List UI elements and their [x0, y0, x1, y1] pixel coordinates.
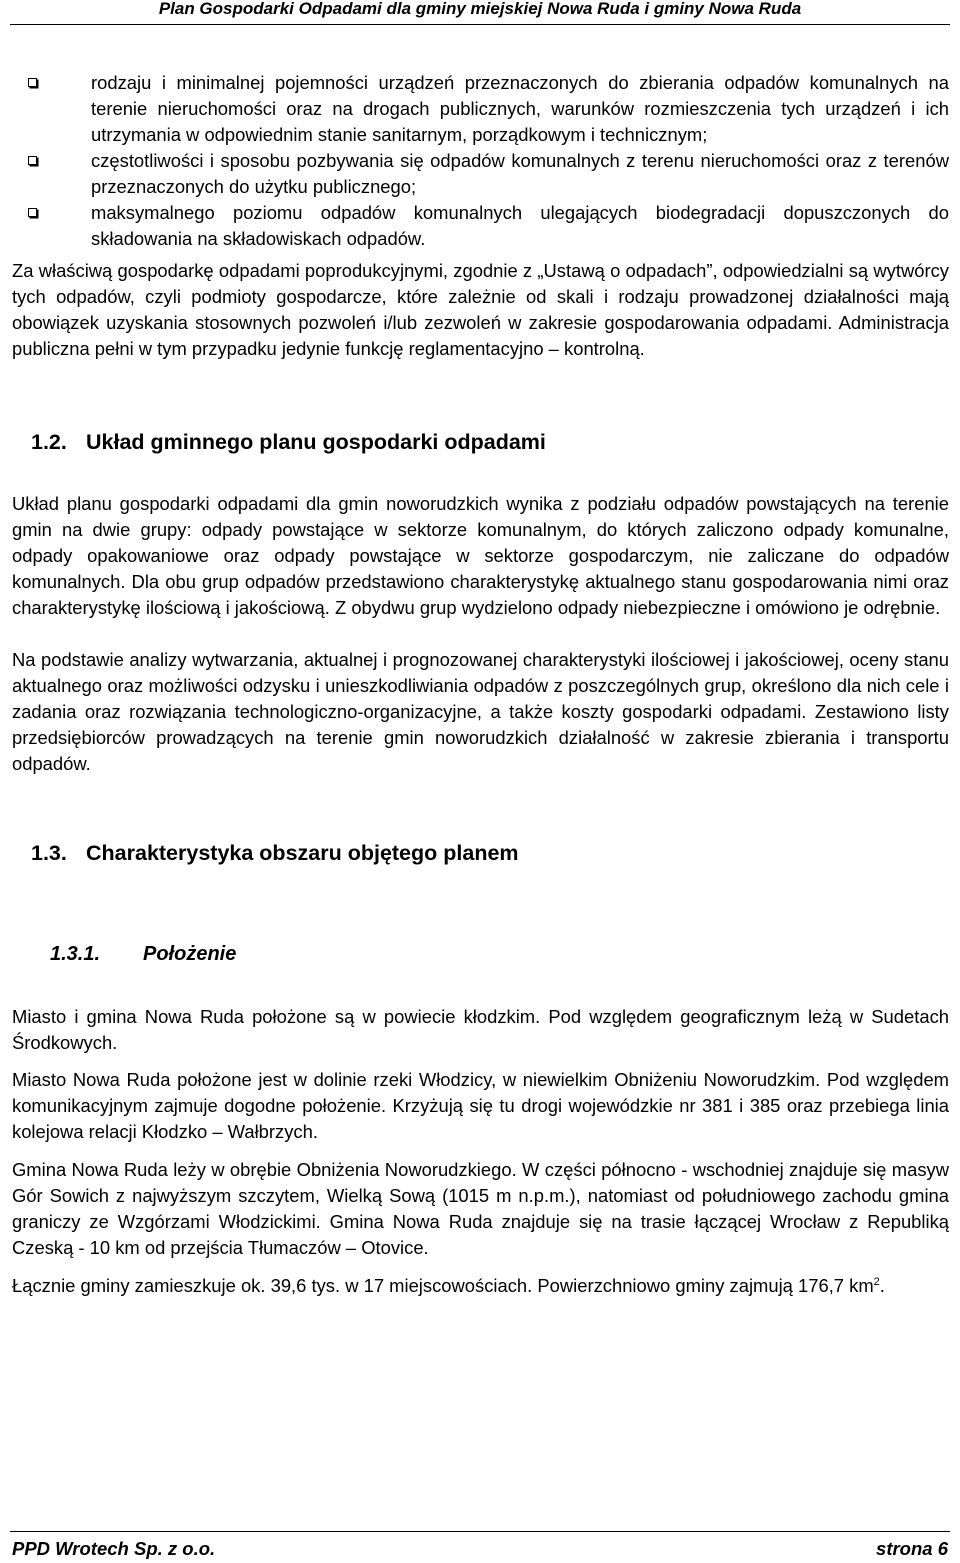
- paragraph-population: Łącznie gminy zamieszkuje ok. 39,6 tys. w 17 miejscowościach. Powierzchniowo gminy zajmują 176,7 $km^2$.: [12, 1275, 885, 1296]
- header-title: Plan Gospodarki Odpadami dla gminy miejskiej Nowa Ruda i gminy Nowa Ruda: [158, 0, 802, 18]
- section-title: Układ gminnego planu gospodarki odpadami: [86, 430, 546, 454]
- footer-page-number: strona 6: [876, 1538, 948, 1559]
- subsection-heading-1-3-1: [12, 941, 949, 967]
- checkbox-bullet-icon: [28, 156, 37, 165]
- paragraph: Na podstawie analizy wytwarzania, aktualnej i prognozowanej charakterystyki ilościowej i jakościowej, oceny stanu aktualnego oraz możliwości odzysku i unieszkodliwiania odpadów z poszczególnych grup, określono dla nich cele i zadania oraz rozwiązania technologiczno-organizacyjne, a także koszty gospodarki odpadami. Zestawiono listy przedsiębiorców prowadzących na terenie gmin noworudzkich działalność w zakresie zbierania i transportu odpadów.: [12, 649, 949, 774]
- checkbox-bullet-icon: [28, 78, 37, 87]
- subsection-title: Położenie: [143, 943, 237, 965]
- section-number: 1.3.: [31, 841, 67, 865]
- paragraph: Gmina Nowa Ruda leży w obrębie Obniżenia Noworudzkiego. W części północno - wschodniej znajduje się masyw Gór Sowich z najwyższym szczytem, Wielką Sową (1015 m n.p.m.), natomiast od południowego zachodu gmina graniczy ze Wzgórzami Włodzickimi. Gmina Nowa Ruda znajduje się na trasie łączącej Wrocław z Republiką Czeską - 10 km od przejścia Tłumaczów – Otovice.: [12, 1159, 949, 1258]
- section-heading-1-2: [12, 429, 949, 455]
- document-body: [12, 70, 949, 1299]
- page-header: [10, 0, 950, 25]
- list-item: częstotliwości i sposobu pozbywania się odpadów komunalnych z terenu nieruchomości oraz z terenów przeznaczonych do użytku publicznego;: [12, 148, 949, 200]
- checkbox-bullet-icon: [28, 208, 37, 217]
- list-item: maksymalnego poziomu odpadów komunalnych ulegających biodegradacji dopuszczonych do składowania na składowiskach odpadów.: [12, 200, 949, 252]
- footer-company: PPD Wrotech Sp. z o.o.: [12, 1538, 216, 1559]
- page-footer: [10, 1531, 950, 1559]
- paragraph: Miasto Nowa Ruda położone jest w dolinie rzeki Włodzicy, w niewielkim Obniżeniu Noworudzkim. Pod względem komunikacyjnym zajmuje dogodne położenie. Krzyżują się tu drogi wojewódzkie nr 381 i 385 oraz przebiega linia kolejowa relacji Kłodzko – Wałbrzych.: [12, 1069, 949, 1142]
- subsection-number: 1.3.1.: [50, 943, 101, 965]
- section-number: 1.2.: [31, 430, 67, 454]
- paragraph-intro: Za właściwą gospodarkę odpadami poprodukcyjnymi, zgodnie z „Ustawą o odpadach”, odpowiedzialni są wytwórcy tych odpadów, czyli podmioty gospodarcze, które zależnie od skali i rodzaju prowadzonej działalności mają obowiązek uzyskania stosownych pozwoleń i/lub zezwoleń w zakresie gospodarowania odpadami. Administracja publiczna pełni w tym przypadku jedynie funkcję reglamentacyjno – kontrolną.: [12, 260, 949, 359]
- paragraph: Układ planu gospodarki odpadami dla gmin noworudzkich wynika z podziału odpadów powstających na terenie gmin na dwie grupy: odpady powstające w sektorze komunalnym, do których zaliczono odpady komunalne, odpady opakowaniowe oraz odpady powstające w sektorze gospodarczym, nie zaliczane do odpadów komunalnych. Dla obu grup odpadów przedstawiono charakterystykę aktualnego stanu gospodarowania nimi oraz charakterystykę ilościową i jakościową. Z obydwu grup wydzielono odpady niebezpieczne i omówiono je odrębnie.: [12, 493, 949, 618]
- paragraph: Miasto i gmina Nowa Ruda położone są w powiecie kłodzkim. Pod względem geograficznym leżą w Sudetach Środkowych.: [12, 1006, 949, 1053]
- list-item: rodzaju i minimalnej pojemności urządzeń przeznaczonych do zbierania odpadów komunalnych na terenie nieruchomości oraz na drogach publicznych, warunków rozmieszczenia tych urządzeń i ich utrzymania w odpowiednim stanie sanitarnym, porządkowym i technicznym;: [12, 70, 949, 148]
- bullet-list: [12, 70, 949, 252]
- section-heading-1-3: [12, 840, 949, 866]
- section-title: Charakterystyka obszaru objętego planem: [86, 841, 519, 865]
